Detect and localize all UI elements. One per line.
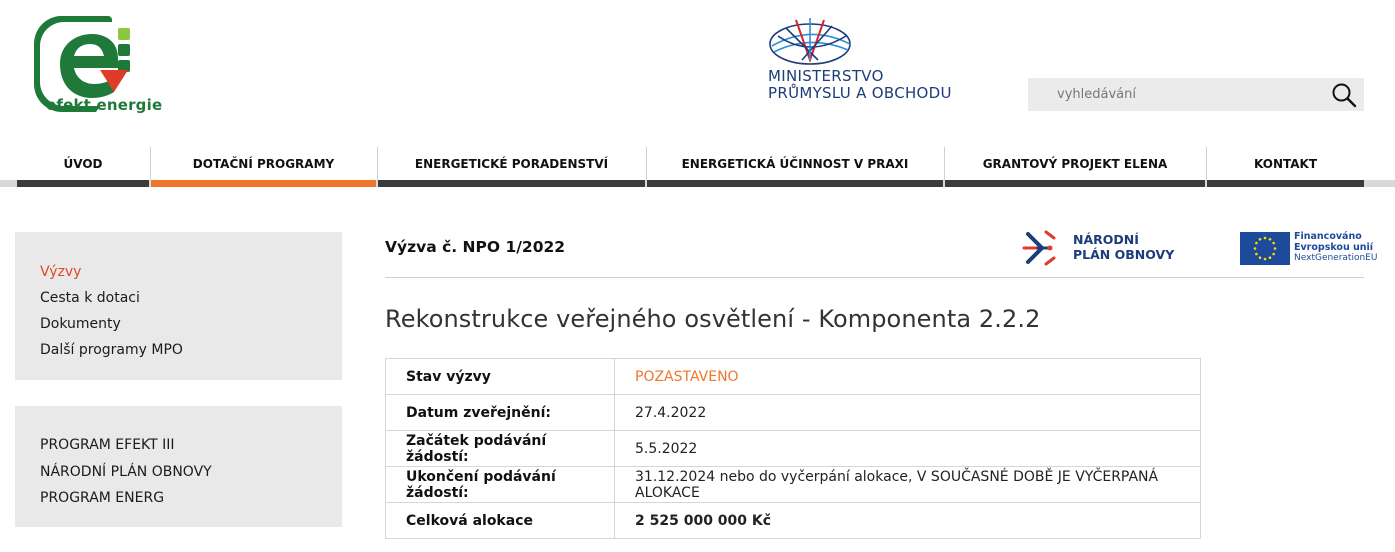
table-row <box>386 503 1201 539</box>
table-row <box>386 431 1201 467</box>
detail-value-status: POZASTAVENO <box>615 359 1201 395</box>
sidebar-item-cesta-k-dotaci[interactable]: Cesta k dotaci <box>40 290 140 306</box>
search-box <box>1028 78 1364 111</box>
npo-line1: NÁRODNÍ <box>1073 232 1139 247</box>
search-button[interactable] <box>1324 78 1364 111</box>
ministry-name <box>768 68 952 102</box>
detail-value: 27.4.2022 <box>615 395 1201 431</box>
sidebar-item-program-efekt[interactable]: PROGRAM EFEKT III <box>40 437 175 453</box>
ministry-line2: PRŮMYSLU A OBCHODU <box>768 84 952 102</box>
sidebar-item-dokumenty[interactable]: Dokumenty <box>40 316 121 332</box>
eu-line3: NextGenerationEU <box>1294 253 1378 263</box>
search-input[interactable] <box>1028 78 1324 111</box>
table-row <box>386 395 1201 431</box>
detail-value: 5.5.2022 <box>615 431 1201 467</box>
sidebar-menu-programs <box>15 406 342 527</box>
nav-item-kontakt[interactable]: KONTAKT <box>1207 147 1364 187</box>
detail-value: 31.12.2024 nebo do vyčerpání alokace, V SOUČASNÉ DOBĚ JE VYČERPANÁ ALOKACE <box>615 467 1201 503</box>
page-title: Rekonstrukce veřejného osvětlení - Komponenta 2.2.2 <box>385 305 1041 333</box>
ministry-line1: MINISTERSTVO <box>768 67 884 85</box>
eu-line2: Evropskou unií <box>1294 242 1374 253</box>
sidebar-menu-main <box>15 232 342 380</box>
main-nav <box>17 147 1364 187</box>
npo-line2: PLÁN OBNOVY <box>1073 247 1175 262</box>
call-details-table <box>385 358 1201 539</box>
table-row <box>386 467 1201 503</box>
npo-logo-text <box>1073 232 1174 262</box>
detail-key: Začátek podávání žádostí: <box>386 431 615 467</box>
call-title: Výzva č. NPO 1/2022 <box>385 238 566 256</box>
eu-logo-text <box>1294 231 1377 264</box>
nav-item-energeticke-poradenstvi[interactable]: ENERGETICKÉ PORADENSTVÍ <box>378 147 645 187</box>
detail-key: Stav výzvy <box>386 359 615 395</box>
divider <box>385 277 1364 278</box>
table-row <box>386 359 1201 395</box>
nav-item-uvod[interactable]: ÚVOD <box>17 147 149 187</box>
detail-key: Ukončení podávání žádostí: <box>386 467 615 503</box>
nav-item-grantovy-projekt-elena[interactable]: GRANTOVÝ PROJEKT ELENA <box>945 147 1205 187</box>
sidebar-item-vyzvy[interactable]: Výzvy <box>40 264 82 280</box>
eu-flag-logo <box>1240 232 1290 265</box>
sidebar-item-narodni-plan-obnovy[interactable]: NÁRODNÍ PLÁN OBNOVY <box>40 463 212 480</box>
detail-key: Datum zveřejnění: <box>386 395 615 431</box>
sidebar-item-program-energ[interactable]: PROGRAM ENERG <box>40 490 165 506</box>
search-icon <box>1331 82 1357 108</box>
detail-key: Celková alokace <box>386 503 615 539</box>
detail-value-allocation: 2 525 000 000 Kč <box>615 503 1201 539</box>
logo-text: efekt energie <box>46 96 163 114</box>
sidebar-item-dalsi-programy[interactable]: Další programy MPO <box>40 342 183 358</box>
eu-line1: Financováno <box>1294 231 1362 242</box>
nav-item-dotacni-programy[interactable]: DOTAČNÍ PROGRAMY <box>151 147 376 187</box>
nav-item-energeticka-ucinnost[interactable]: ENERGETICKÁ ÚČINNOST V PRAXI <box>647 147 943 187</box>
